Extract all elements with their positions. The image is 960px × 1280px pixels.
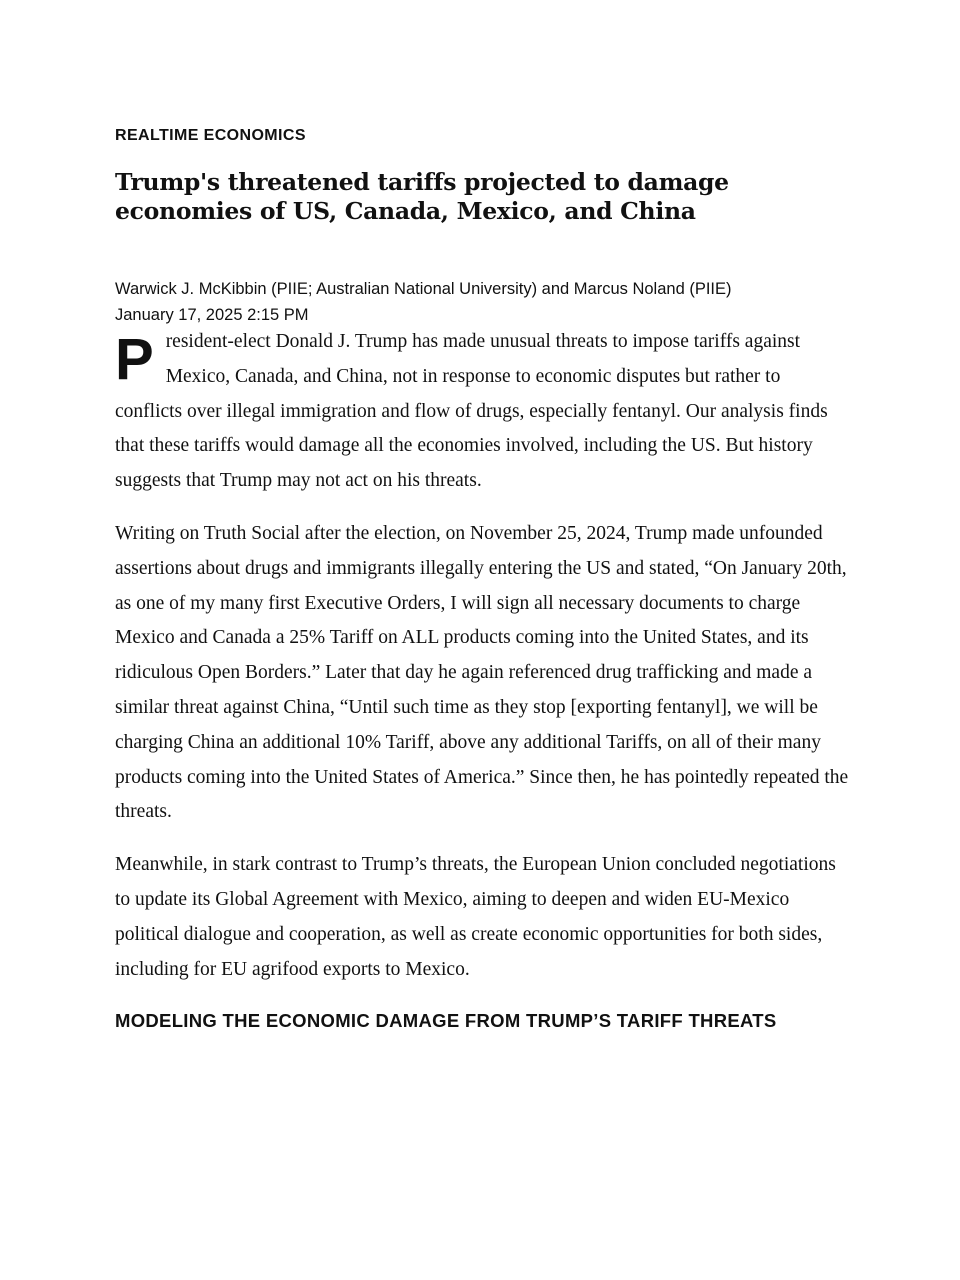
- paragraph-3: Meanwhile, in stark contrast to Trump’s threats, the European Union concluded negotiations to update its Global Agreement with Mexico, aiming to deepen and widen EU-Mexico political dialogue and cooperation, as well as create economic opportunities for both sides, including for EU agrifood exports to Mexico.: [115, 854, 836, 980]
- article-body: [115, 325, 850, 1032]
- section-label[interactable]: REALTIME ECONOMICS: [115, 127, 306, 144]
- drop-cap: P: [115, 327, 154, 392]
- section-heading: MODELING THE ECONOMIC DAMAGE FROM TRUMP’S TARIFF THREATS: [115, 1010, 777, 1032]
- paragraph-1-text: resident-elect Donald J. Trump has made unusual threats to impose tariffs against Mexico, Canada, and China, not in response to economic disputes but rather to conflicts over illegal immigration and flow of drugs, especially fentanyl. Our analysis finds that these tariffs would damage all the economies involved, including the US. But history suggests that Trump may not act on his threats.: [115, 331, 828, 492]
- paragraph-2: Writing on Truth Social after the election, on November 25, 2024, Trump made unfounded assertions about drugs and immigrants illegally entering the US and stated, “On January 20th, as one of my many first Executive Orders, I will sign all necessary documents to charge Mexico and Canada a 25% Tariff on ALL products coming into the United States, and its ridiculous Open Borders.” Later that day he again referenced drug trafficking and made a similar threat against China, “Until such time as they stop [exporting fentanyl], we will be charging China an additional 10% Tariff, above any additional Tariffs, on all of their many products coming into the United States of America.” Since then, he has pointedly repeated the threats.: [115, 522, 849, 823]
- article-title: Trump's threatened tariffs projected to damage economies of US, Canada, Mexico, and China: [115, 168, 729, 225]
- byline-date: January 17, 2025 2:15 PM: [115, 306, 309, 324]
- byline-authors[interactable]: Warwick J. McKibbin (PIIE; Australian National University) and Marcus Noland (PIIE): [115, 280, 732, 298]
- paragraph-1: [115, 325, 850, 499]
- byline: [115, 276, 855, 328]
